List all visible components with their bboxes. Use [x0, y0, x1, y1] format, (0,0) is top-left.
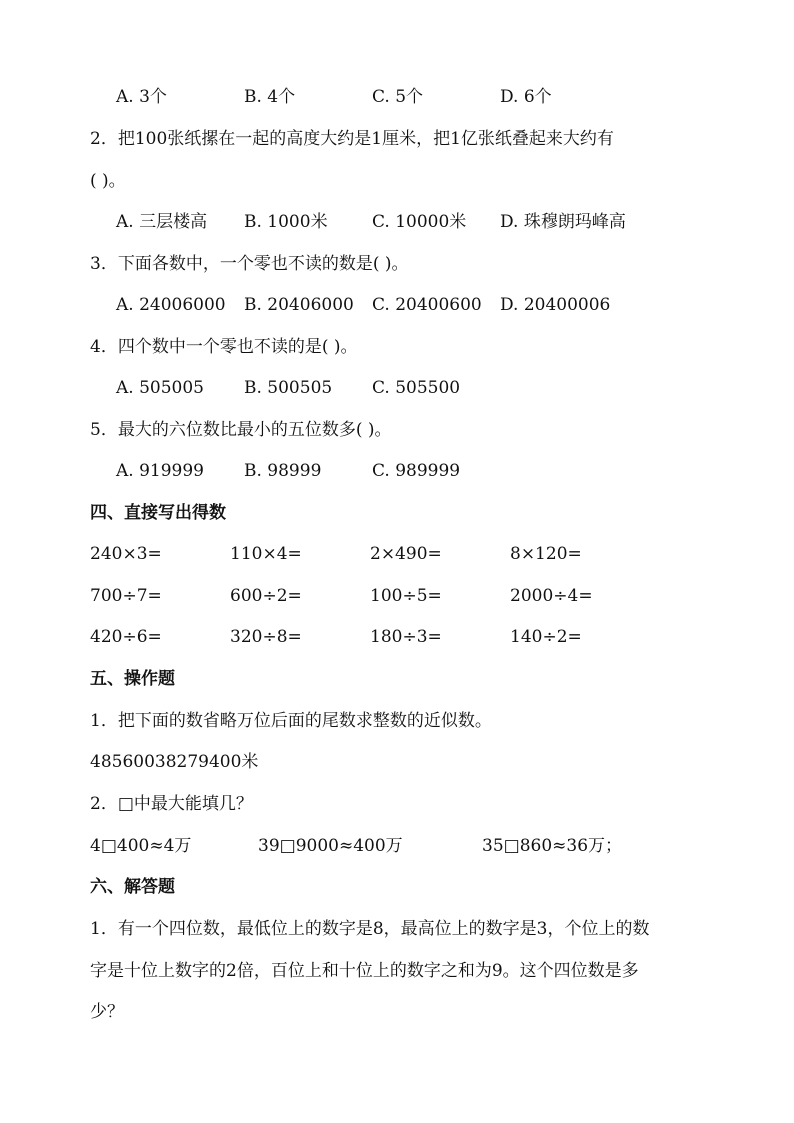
q2-option-d: D. 珠穆朗玛峰高 [500, 212, 626, 232]
section5-title: 五、操作题 [90, 669, 175, 689]
q4-option-a: A. 505005 [116, 378, 204, 398]
q2-option-b: B. 1000米 [244, 212, 328, 232]
q3-option-a: A. 24006000 [116, 295, 226, 315]
section6-q1-line2: 字是十位上数字的2倍，百位上和十位上的数字之和为9。这个四位数是多 [90, 961, 639, 981]
q1-option-b: B. 4个 [244, 87, 296, 107]
q5-option-a: A. 919999 [116, 461, 204, 481]
calc-item: 8×120= [510, 544, 582, 564]
approx-item: 35□860≈36万； [482, 836, 623, 856]
q1-option-d: D. 6个 [500, 87, 552, 107]
q1-option-a: A. 3个 [116, 87, 167, 107]
calc-item: 420÷6= [90, 627, 162, 647]
calc-item: 320÷8= [230, 627, 302, 647]
q5-option-b: B. 98999 [244, 461, 322, 481]
section5-q1-text: 1．把下面的数省略万位后面的尾数求整数的近似数。 [90, 711, 492, 731]
q2-option-a: A. 三层楼高 [116, 212, 208, 232]
section4-title: 四、直接写出得数 [90, 503, 226, 523]
q4-text: 4．四个数中一个零也不读的是( )。 [90, 337, 358, 357]
section6-q1-line3: 少？ [90, 1002, 124, 1022]
calc-item: 700÷7= [90, 586, 162, 606]
calc-item: 140÷2= [510, 627, 582, 647]
q4-option-b: B. 500505 [244, 378, 333, 398]
section6-q1-line1: 1．有一个四位数，最低位上的数字是8，最高位上的数字是3，个位上的数 [90, 919, 650, 939]
q2-text-line2: ( )。 [90, 171, 126, 191]
calc-item: 600÷2= [230, 586, 302, 606]
q2-text-line1: 2．把100张纸摞在一起的高度大约是1厘米，把1亿张纸叠起来大约有 [90, 129, 614, 149]
q5-text: 5．最大的六位数比最小的五位数多( )。 [90, 420, 392, 440]
calc-item: 110×4= [230, 544, 302, 564]
approx-item: 4□400≈4万 [90, 836, 192, 856]
q3-option-d: D. 20400006 [500, 295, 611, 315]
q3-text: 3．下面各数中，一个零也不读的数是( )。 [90, 254, 409, 274]
q4-option-c: C. 505500 [372, 378, 461, 398]
calc-item: 2×490= [370, 544, 442, 564]
q5-option-c: C. 989999 [372, 461, 461, 481]
calc-item: 240×3= [90, 544, 162, 564]
section5-q2-text: 2．□中最大能填几？ [90, 794, 253, 814]
section5-q1-number: 48560038279400米 [90, 752, 259, 772]
calc-item: 100÷5= [370, 586, 442, 606]
q2-option-c: C. 10000米 [372, 212, 467, 232]
q1-option-c: C. 5个 [372, 87, 424, 107]
q3-option-c: C. 20400600 [372, 295, 482, 315]
section6-title: 六、解答题 [90, 877, 175, 897]
approx-item: 39□9000≈400万 [258, 836, 403, 856]
calc-item: 2000÷4= [510, 586, 593, 606]
q3-option-b: B. 20406000 [244, 295, 354, 315]
calc-item: 180÷3= [370, 627, 442, 647]
